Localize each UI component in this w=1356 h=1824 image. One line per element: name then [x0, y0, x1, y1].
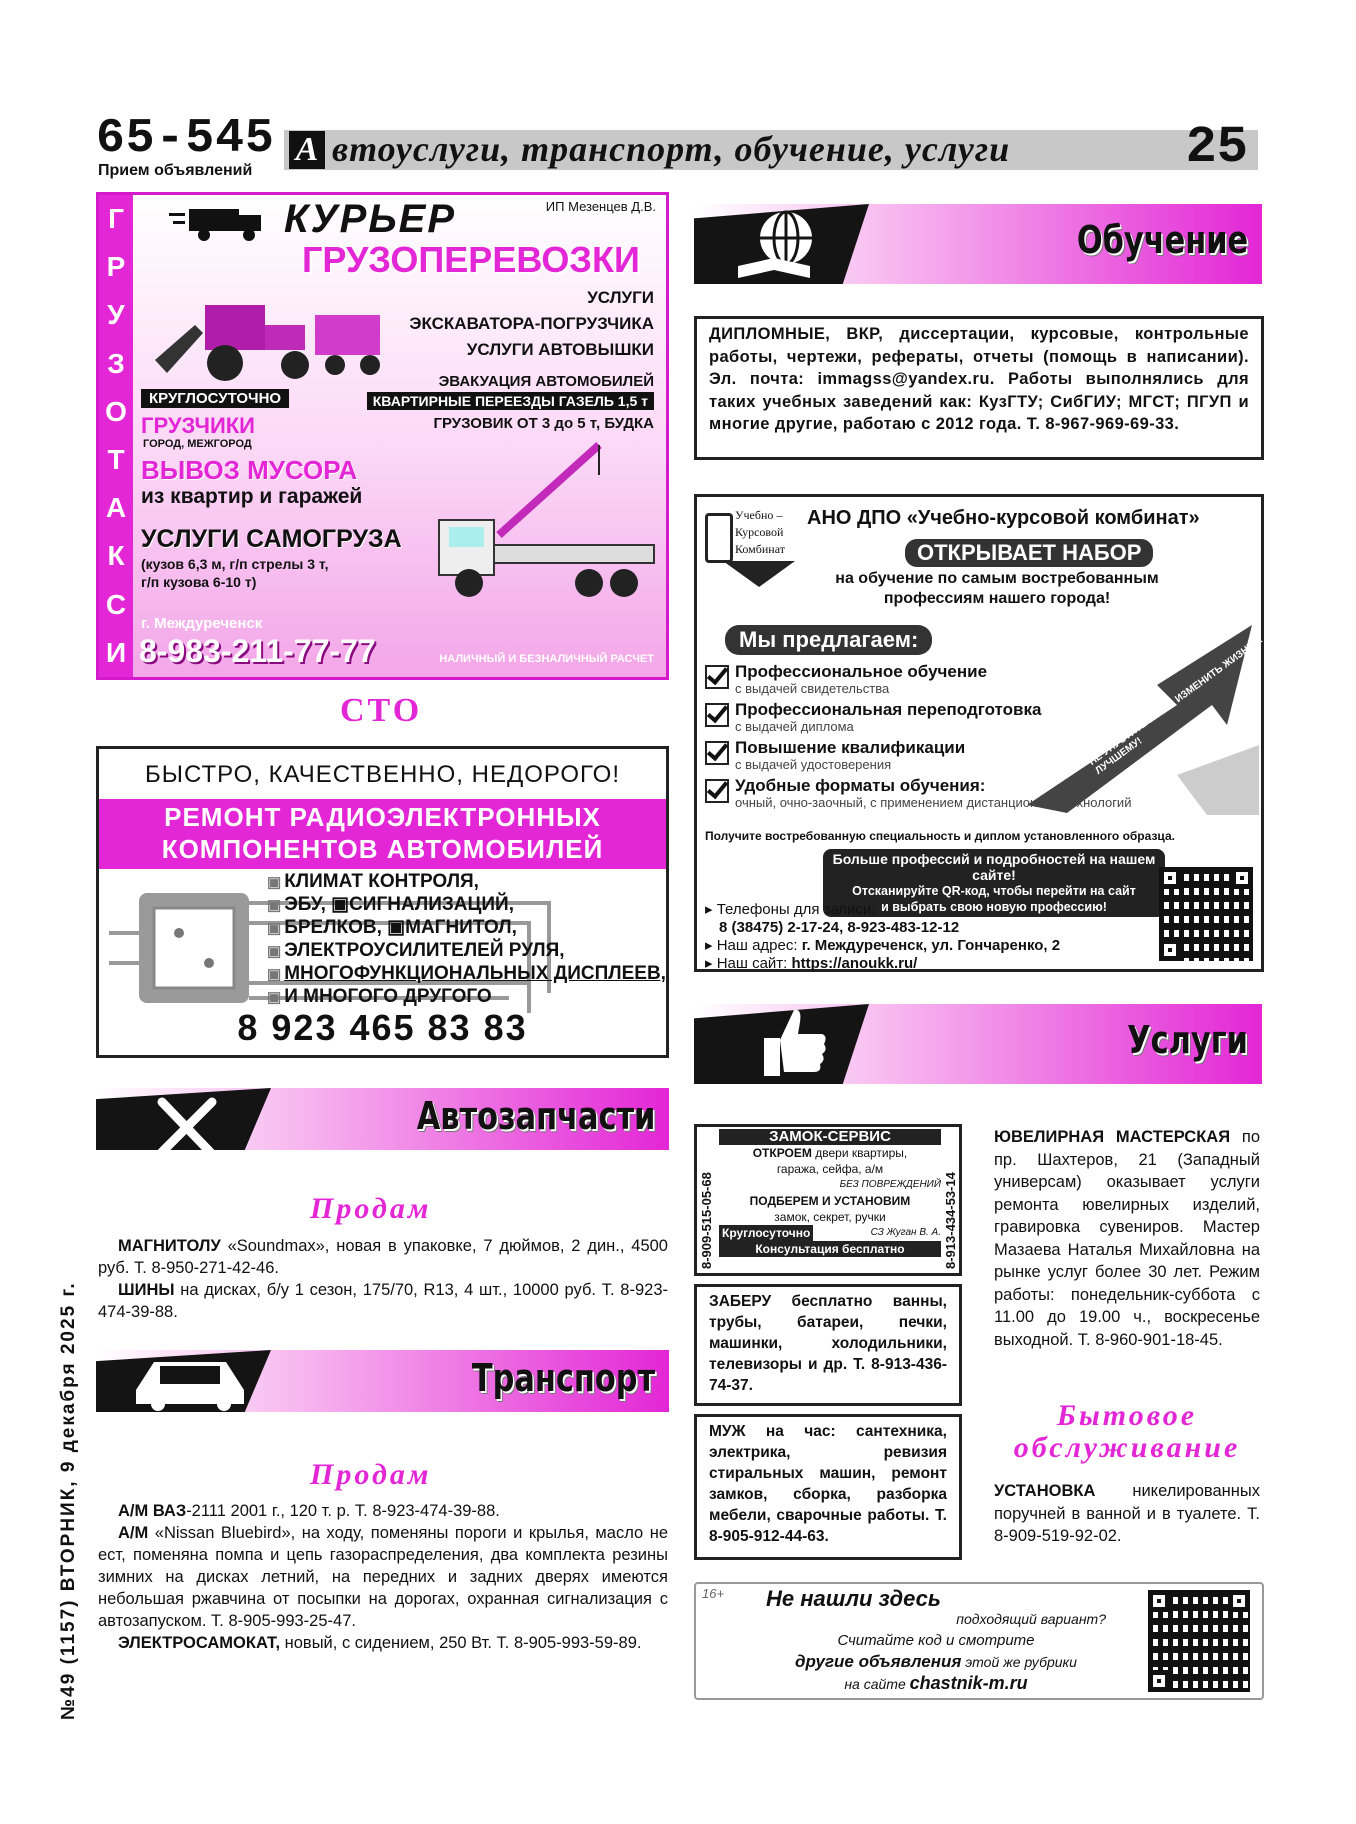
courier-town: г. Междуреченск	[141, 615, 263, 632]
checkmark-icon	[705, 665, 729, 689]
ukk-lead: на обучение по самым востребованным профессиям нашего города!	[835, 570, 1159, 607]
courier-ip: ИП Мезенцев Д.В.	[545, 199, 656, 214]
courier-trash-sub: из квартир и гаражей	[141, 485, 363, 508]
jewel-ad: ЮВЕЛИРНАЯ МАСТЕРСКАЯ по пр. Шахтеров, 21 (Западный универсам) оказывает услуги ремонта ювелирных изделий, гравировка сувениров. Мастер Мазаева Наталья Михайловна на рынке услуг более 30 лет. Режим работы: понедельник-суббота с 11.00 до 19.00 ч., воскресенье выходной. Т. 8-960-901-18-45.	[994, 1128, 1260, 1349]
checkbox-icon: ▣	[267, 943, 282, 960]
courier-vertical-letter: З	[107, 347, 125, 379]
courier-vertical-letter: О	[105, 395, 127, 427]
truck-logo-icon	[169, 203, 279, 248]
courier-crane: УСЛУГИ САМОГРУЗА	[141, 525, 402, 553]
courier-vertical-letter: Р	[106, 251, 126, 283]
ukk-contacts: ▸ Телефоны для записи: 8 (38475) 2-17-24, 8-923-483-12-12 ▸ Наш адрес: г. Междуреченск, ул. Гончаренко, 2 ▸ Наш сайт: https://anoukk.ru/	[705, 901, 1061, 972]
thumbs-up-icon	[760, 1006, 830, 1087]
checkbox-icon: ▣	[267, 874, 282, 891]
handyman-ad	[694, 1414, 962, 1560]
courier-crane-detail: (кузов 6,3 м, г/п стрелы 3 т, г/п кузова 6-10 т)	[141, 556, 329, 590]
sto-heading: СТО	[340, 692, 423, 729]
courier-roundclock: КРУГЛОСУТОЧНО	[141, 389, 289, 408]
sto-ad	[96, 746, 669, 1058]
courier-truck: ГРУЗОВИК ОТ 3 до 5 т, БУДКА	[433, 415, 654, 432]
courier-evac: ЭВАКУАЦИЯ АВТОМОБИЛЕЙ	[438, 373, 654, 390]
checkbox-icon: ▣	[267, 989, 282, 1006]
services-title: Услуги	[1127, 1018, 1248, 1062]
ukk-more: Больше профессий и подробностей на нашем сайте! Отсканируйте QR-код, чтобы перейти на сайт и выбрать свою новую профессию!	[823, 849, 1165, 917]
header-phone-sub: Прием объявлений	[98, 162, 253, 179]
sto-service-item: ▣ ЭЛЕКТРОУСИЛИТЕЛЕЙ РУЛЯ,	[267, 940, 565, 961]
tools-icon	[152, 1092, 222, 1167]
courier-payment: НАЛИЧНЫЙ И БЕЗНАЛИЧНЫЙ РАСЧЕТ	[439, 653, 654, 665]
checkmark-icon	[705, 703, 729, 727]
transport-ad: А/М ВАЗ-2111 2001 г., 120 т. р. Т. 8-923-474-39-88.	[118, 1502, 500, 1520]
logo-triangle	[723, 561, 795, 587]
courier-ad	[96, 192, 669, 680]
diploma-ad	[694, 316, 1264, 460]
age-rating: 16+	[702, 1586, 725, 1601]
ukk-qr-code[interactable]	[1159, 867, 1253, 961]
lock-service-ad: 8-909-515-05-68 8-913-434-53-14 ЗАМОК-СЕРВИС ОТКРОЕМ двери квартиры, гаража, сейфа, а/м БЕЗ ПОВРЕЖДЕНИЙ ПОДБЕРЕМ И УСТАНОВИМ замок, секрет, ручки Круглосуточно СЗ Жуган В. А. Консультация бесплатно	[694, 1124, 962, 1276]
sto-service-item: ▣ КЛИМАТ КОНТРОЛЯ,	[267, 871, 479, 892]
header-initial: А	[289, 131, 325, 169]
courier-vertical-letter: У	[107, 299, 125, 331]
ukk-option: Повышение квалификации с выдачей удостоверения	[705, 739, 1245, 773]
sto-service-item: ▣ И МНОГОГО ДРУГОГО	[267, 986, 492, 1007]
ukk-badge: ОТКРЫВАЕТ НАБОР	[905, 539, 1153, 567]
transport-list	[98, 1500, 668, 1654]
checkbox-icon: ▣	[267, 897, 282, 914]
courier-moves: КВАРТИРНЫЕ ПЕРЕЕЗДЫ ГАЗЕЛЬ 1,5 т	[367, 392, 654, 410]
courier-vertical-letter: Г	[108, 203, 124, 235]
autoparts-list	[98, 1235, 668, 1323]
ukk-get: Получите востребованную специальность и диплом установленного образца.	[705, 829, 1175, 843]
more-ads-box: 16+ Не нашли здесь подходящий вариант? Считайте код и смотрите другие объявления этой же рубрики на сайте chastnik-m.ru	[694, 1582, 1264, 1700]
courier-vertical-letter: С	[105, 588, 127, 620]
ukk-org: АНО ДПО «Учебно-курсовой комбинат»	[807, 507, 1200, 529]
excavator-image	[155, 285, 385, 390]
courier-vertical-letter: И	[105, 636, 127, 668]
sto-phone: 8 923 465 83 83	[237, 1007, 528, 1048]
courier-phone: 8-983-211-77-77	[139, 633, 376, 669]
transport-title: Транспорт	[471, 1356, 655, 1400]
sto-service-item: ▣ МНОГОФУНКЦИОНАЛЬНЫХ ДИСПЛЕЕВ,	[267, 963, 666, 984]
ukk-arrow-text: НЕ УПУСТИТЕ ШАНС ИЗМЕНИТЬ ЖИЗНЬ К ЛУЧШЕМУ!	[1087, 634, 1265, 777]
ukk-options	[705, 663, 1245, 815]
ukk-offer: Мы предлагаем:	[725, 625, 932, 655]
courier-loaders: ГРУЗЧИКИ	[141, 413, 255, 438]
header-title: втоуслуги, транспорт, обучение, услуги	[332, 129, 1011, 169]
courier-vertical-letter: А	[105, 492, 127, 524]
household-heading: Бытовое обслуживание	[1013, 1399, 1241, 1464]
globe-book-icon	[734, 208, 824, 287]
checkbox-icon: ▣	[267, 920, 282, 937]
scrap-ad	[694, 1284, 962, 1406]
install-ad: УСТАНОВКА никелированных поручней в ванной и в туалете. Т. 8-909-519-92-02.	[994, 1482, 1260, 1545]
scrap-text: ЗАБЕРУ бесплатно ванны, трубы, батареи, печки, машинки, холодильники, телевизоры и др. Т. 8-913-436-74-37.	[709, 1293, 947, 1394]
services-header	[694, 1004, 1262, 1084]
lock-phone-left: 8-909-515-05-68	[699, 1172, 714, 1269]
sto-service-item: ▣ БРЕЛКОВ, ▣МАГНИТОЛ,	[267, 917, 517, 938]
ukk-logo: Учебно – Курсовой Комбинат	[705, 507, 815, 587]
checkmark-icon	[705, 741, 729, 765]
car-icon	[126, 1352, 256, 1417]
checkmark-icon	[705, 779, 729, 803]
courier-vertical-letter: Т	[107, 444, 125, 476]
book-icon	[705, 513, 733, 563]
courier-trash: ВЫВОЗ МУСОРА	[141, 455, 358, 485]
ukk-option: Профессиональная переподготовка с выдачей диплома	[705, 701, 1245, 735]
autoparts-header	[96, 1088, 669, 1150]
sto-banner: РЕМОНТ РАДИОЭЛЕКТРОННЫХ КОМПОНЕНТОВ АВТОМОБИЛЕЙ	[99, 799, 666, 869]
page-number: 25	[1185, 118, 1248, 177]
handyman-text: МУЖ на час: сантехника, электрика, ревизия стиральных машин, ремонт замков, сборка, разборка мебели, сварочные работы. Т. 8-905-912-44-63.	[709, 1423, 947, 1545]
header	[96, 112, 1258, 182]
site-link[interactable]: chastnik-m.ru	[909, 1673, 1028, 1693]
crane-truck-image	[429, 435, 659, 605]
ukk-option: Удобные форматы обучения: очный, очно-заочный, с применением дистанционных технологий	[705, 777, 1245, 811]
diploma-text: ДИПЛОМНЫЕ, ВКР, диссертации, курсовые, контрольные работы, чертежи, рефераты, отчеты (помощь в написании). Эл. почта: immagss@yandex.ru. Работы выполнялись для таких учебных заведений как: КузГТУ; СибГИУ; МГСТ; ПГУП и многие другие, работаю с 2012 года. Т. 8-967-969-69-33.	[709, 325, 1249, 433]
transport-header	[96, 1350, 669, 1412]
ukk-ad	[694, 494, 1264, 972]
courier-services: УСЛУГИ ЭКСКАВАТОРА-ПОГРУЗЧИКА УСЛУГИ АВТОВЫШКИ	[409, 288, 654, 359]
transport-sub: Продам	[310, 1458, 432, 1491]
lock-name: ЗАМОК-СЕРВИС	[719, 1129, 941, 1145]
courier-city: ГОРОД, МЕЖГОРОД	[143, 438, 252, 450]
autoparts-ad: ШИНЫ на дисках, б/у 1 сезон, 175/70, R13, 4 шт., 10000 руб. Т. 8-923-474-39-88.	[98, 1281, 668, 1321]
issue-date: №49 (1157) ВТОРНИК, 9 декабря 2025 г.	[58, 1281, 79, 1720]
transport-ad: ЭЛЕКТРОСАМОКАТ, новый, с сидением, 250 Вт. Т. 8-905-993-59-89.	[118, 1634, 642, 1652]
education-header	[694, 204, 1262, 284]
checkbox-icon: ▣	[267, 966, 282, 983]
autoparts-sub: Продам	[310, 1192, 432, 1225]
courier-vertical-strip	[99, 195, 133, 677]
sto-service-item: ▣ ЭБУ, ▣СИГНАЛИЗАЦИЙ,	[267, 894, 514, 915]
autoparts-ad: МАГНИТОЛУ «Soundmax», новая в упаковке, 7 дюймов, 2 дин., 4500 руб. Т. 8-950-271-42-46.	[98, 1237, 668, 1277]
ukk-site-link[interactable]: https://anoukk.ru/	[791, 955, 918, 972]
ukk-option: Профессиональное обучение с выдачей свидетельства	[705, 663, 1245, 697]
courier-brand: КУРЬЕР	[284, 197, 457, 241]
sto-items	[267, 871, 666, 1009]
autoparts-title: Автозапчасти	[416, 1094, 655, 1138]
header-phone: 65-545	[96, 112, 275, 166]
lock-phone-right: 8-913-434-53-14	[943, 1172, 958, 1269]
more-ads-qr-code[interactable]	[1148, 1590, 1250, 1692]
sto-slogan: БЫСТРО, КАЧЕСТВЕННО, НЕДОРОГО!	[144, 761, 621, 788]
transport-ad: А/М «Nissan Bluebird», на ходу, поменяны пороги и крылья, масло не ест, поменяна помпа и цепь газораспределения, два комплекта резины зимних на дисках летний, на передних и задних дверях имеются небольшая ржавчина от посыпки на дорогах, охранная сигнализация с автозапуском. Т. 8-905-993-25-47.	[98, 1524, 668, 1630]
courier-vertical-letter: К	[107, 540, 125, 572]
education-title: Обучение	[1076, 218, 1248, 262]
courier-title: ГРУЗОПЕРЕВОЗКИ	[302, 239, 640, 280]
